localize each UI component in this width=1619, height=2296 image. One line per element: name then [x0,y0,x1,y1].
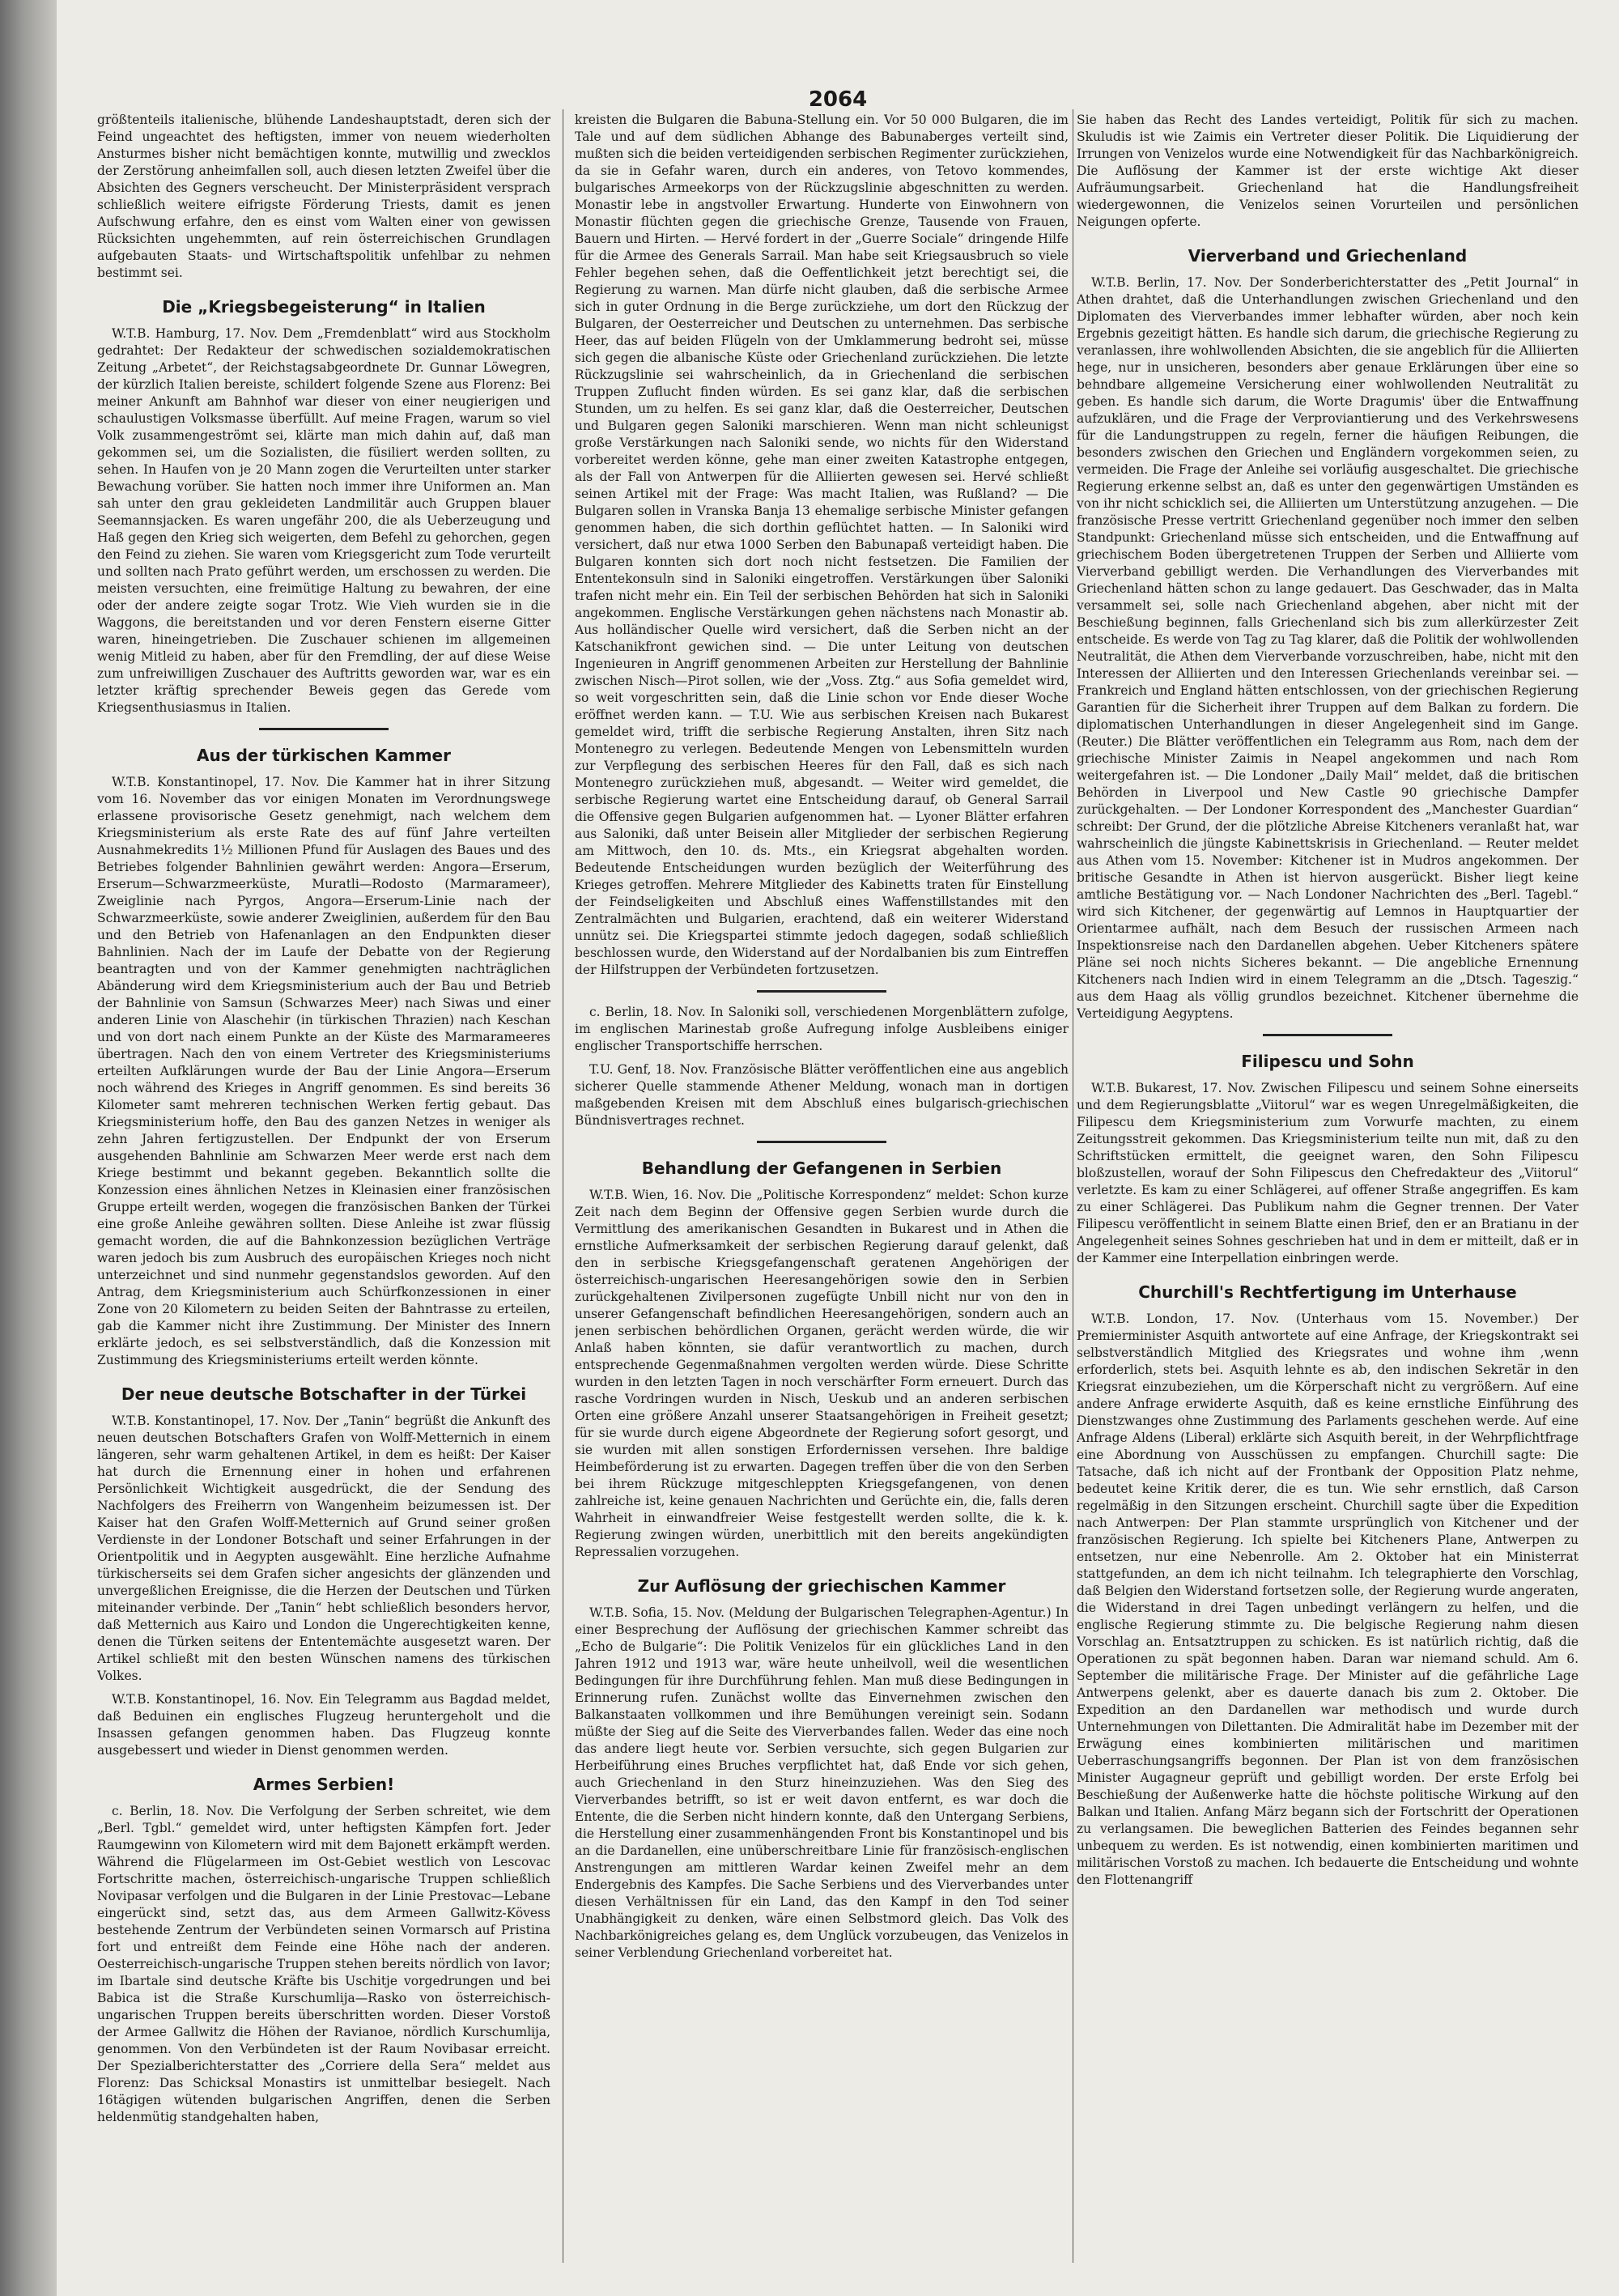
column-3 [1077,112,1579,2257]
article-flugzeug-bagdad: W.T.B. Konstantinopel, 16. Nov. Ein Telegramm aus Bagdad meldet, daß Beduinen ein englisches Flugzeug heruntergeholt und die Insassen gefangen genommen haben. Das Flugzeug konnte ausgebessert und wieder in Dienst genommen werden. [97,1692,550,1758]
separator-rule [757,990,886,993]
column-2 [575,112,1069,2257]
article-genf: T.U. Genf, 18. Nov. Französische Blätter veröffentlichen eine aus angeblich sicherer Quelle stammende Athener Meldung, wonach man in dortigen maßgebenden Kreisen mit dem Abschluß eines bulgarisch-griechischen Bündnisvertrages rechnet. [575,1062,1069,1128]
article-deutscher-botschafter: W.T.B. Konstantinopel, 17. Nov. Der „Tanin“ begrüßt die Ankunft des neuen deutschen Botschafters Grafen von Wolff-Metternich in einem längeren, sehr warm gehaltenen Artikel, in dem es heißt: Der Kaiser hat durch die Ernennung einer in hohen und erfahrenen Persönlichkeit Wichtigkeit ausgedrückt, die der Sendung des Nachfolgers des Freiherrn von Wangenheim beizumessen ist. Der Kaiser hat den Grafen Wolff-Metternich auf Grund seiner großen Verdienste in der Londoner Botschaft und seiner Erfahrungen in der Orientpolitik und in Aegypten ausgewählt. Eine herzliche Aufnahme türkischerseits sei dem Grafen sicher angesichts der glänzenden und unvergeßlichen Ereignisse, die die Herzen der Deutschen und Türken miteinander verbinde. Der „Tanin“ hebt schließlich besonders hervor, daß Metternich aus Kairo und London die Ungerechtigkeiten kenne, denen die Türken seitens der Ententemächte ausgesetzt waren. Der Artikel schließt mit den besten Wünschen namens des türkischen Volkes. [97,1414,550,1683]
article-armes-serbien: c. Berlin, 18. Nov. Die Verfolgung der Serben schreitet, wie dem „Berl. Tgbl.“ gemeldet wird, unter heftigsten Kämpfen fort. Jeder Raumgewinn von Kilometern wird mit dem Bajonett erkämpft werden. Während die Flügelarmeen im Ost-Gebiet westlich von Lescovac Fortschritte machen, österreichisch-ungarische Truppen schließlich Novipasar verfolgen und die Bulgaren in der Linie Prestovac—Lebane eingerückt sind, setzt das, aus dem Armeen Gallwitz-Kövess bestehende Zentrum der Verbündeten seinen Vormarsch auf Pristina fort und entreißt dem Feinde eine Höhe nach der anderen. Oesterreichisch-ungarische Truppen stehen bereits nördlich von Iavor; im Ibartale sind deutsche Kräfte bis Uschitje vorgedrungen und bei Babica ist die Straße Kurschumlija—Rasko von österreichisch-ungarischen Truppen bereits überschritten worden. Dieser Vorstoß der Armee Gallwitz die Höhen der Ravianoe, nördlich Kurschumlija, genommen. Von den Verbündeten ist der Raum Novibasar erreicht. Der Spezialberichterstatter des „Corriere della Sera“ meldet aus Florenz: Das Schicksal Monastirs ist unmittelbar besiegelt. Nach 16tägigen wütenden bulgarischen Angriffen, denen die Serben heldenmütig standgehalten haben, [97,1804,550,2124]
headline-deutscher-botschafter: Der neue deutsche Botschafter in der Türkei [121,1384,527,1404]
article-filipescu: W.T.B. Bukarest, 17. Nov. Zwischen Filipescu und seinem Sohne einerseits und dem Regierungsblatte „Viitorul“ war es wegen Unregelmäßigkeiten, die Filipescu dem Kriegsministerium zum Vorwurfe machten, zu einem Zeitungsstreit gekommen. Das Kriegsministerium teilte nun mit, daß zu den Schriftstücken ermittelt, die geeignet waren, den Sohn Filipescu bloßzustellen, worauf der Sohn Filipescus den Chefredakteur des „Viitorul“ verletzte. Es kam zu einer Schlägerei, auf offener Straße angegriffen. Es kam zu einer Schlägerei. Das Publikum nahm die Gegner trennen. Der Vater Filipescu veröffentlicht in seinem Blatte einen Brief, den er an Bratianu in der Angelegenheit seines Sohnes geschrieben hat und in dem er mitteilt, daß er in der Kammer eine Interpellation einbringen werde. [1077,1081,1579,1265]
page-number: 2064 [808,87,868,112]
article-churchill: W.T.B. London, 17. Nov. (Unterhaus vom 15. November.) Der Premierminister Asquith antwortete auf eine Anfrage, der Kriegskontrakt sei selbstverständlich Mitglied des Kriegsrates und wohne ihm ,wenn erforderlich, stets bei. Asquith lehnte es ab, den indischen Sekretär in den Kriegsrat einzubeziehen, um die Körperschaft nicht zu vergrößern. Auf eine andere Anfrage erwiderte Asquith, daß es keine ernstliche Einführung des Dienstzwanges ohne Zustimmung des Parlaments geschehen werde. Auf eine Anfrage Aldens (Liberal) erklärte sich Asquith bereit, in der Wehrpflichtfrage eine Abordnung von Ausschüssen zu empfangen. Churchill sagte: Die Tatsache, daß ich nicht auf der Frontbank der Opposition Platz nehme, bedeutet keine Kritik derer, die es tun. Wie sehr ernstlich, daß Carson regelmäßig in den Sitzungen erscheint. Churchill sagte über die Expedition nach Antwerpen: Der Plan stammte ursprünglich von Kitchener und der französischen Regierung. Ich spielte bei Kitcheners Plane, Antwerpen zu entsetzen, nur eine Nebenrolle. Am 2. Oktober hat ein Ministerrat stattgefunden, an dem ich nicht teilnahm. Ich telegraphierte den Vorschlag, daß Belgien den Widerstand fortsetzen solle, der Regierung wurde angeraten, die Widerstand in drei Tagen unbedingt verlängern zu helfen, und die englische Regierung stimmte zu. Die belgische Regierung nahm diesen Vorschlag an. Entsatztruppen zu schicken. Es ist natürlich richtig, daß die Operationen zu spät begonnen haben. Daran war niemand schuld. Am 6. September die militärische Frage. Der Minister auf die gefährliche Lage Antwerpens gelenkt, aber es dauerte danach bis zum 2. Oktober. Die Expedition an den Dardanellen war methodisch und wurde durch Unternehmungen von Dilettanten. Die Admiralität habe im Dezember mit der Erwägung eines kombinierten militärischen und maritimen Ueberraschungsangriffs begonnen. Der Plan ist von dem französischen Minister Augagneur geprüft und gebilligt worden. Der erste Erfolg bei Beschießung der Außenwerke hatte die höchste politische Wirkung auf den Balkan und Italien. Anfang März begann sich der Fortschritt der Operationen zu verlangsamen. Die beweglichen Batterien des Feindes begannen sehr unbequem zu werden. Es ist notwendig, einen kombinierten maritimen und militärischen Vorstoß zu machen. Ich bedauerte die Entscheidung und wohnte den Flottenangriff [1077,1312,1579,1887]
article-kriegsbegeisterung: W.T.B. Hamburg, 17. Nov. Dem „Fremdenblatt“ wird aus Stockholm gedrahtet: Der Redakteur der schwedischen sozialdemokratischen Zeitung „Arbetet“, der Reichstagsabgeordnete Dr. Gunnar Löwegren, der kürzlich Italien bereiste, schildert folgende Szene aus Florenz: Bei meiner Ankunft am Bahnhof war dieser von einer neugierigen und schaulustigen Volksmasse überfüllt. Auf meine Fragen, warum so viel Volk zusammengeströmt sei, klärte man mich dahin auf, daß man gekommen sei, um die Sozialisten, die füsiliert werden sollten, zu sehen. In Haufen von je 20 Mann zogen die Verurteilten unter starker Bewachung vorüber. Sie hatten noch immer ihre Uniformen an. Man sah unter den grau gekleideten Landmilitär auch Gruppen blauer Seemannsjacken. Es waren ungefähr 200, die als Ueberzeugung und Haß gegen den Krieg sich weigerten, dem Befehl zu gehorchen, gegen den Feind zu ziehen. Sie waren vom Kriegsgericht zum Tode verurteilt und sollten nach Prato geführt werden, um erschossen zu werden. Die meisten versuchten, eine freimütige Haltung zu bewahren, der eine oder der andere zeigte sogar Trotz. Wie Vieh wurden sie in die Waggons, die bereitstanden und vor deren Fenstern eiserne Gitter waren, hineingetrieben. Die Zuschauer schienen im allgemeinen wenig Mitleid zu haben, aber für den Fremdling, der auf diese Weise zum unfreiwilligen Zuschauer des Auftritts geworden war, war es ein letzter kräftig sprechender Beweis gegen das Gerede vom Kriegsenthusiasmus in Italien. [97,326,550,715]
headline-vierverband-griechenland: Vierverband und Griechenland [1188,246,1468,266]
column-1 [97,112,550,2257]
article-griechische-kammer: W.T.B. Sofia, 15. Nov. (Meldung der Bulgarischen Telegraphen-Agentur.) In einer Besprechung der Auflösung der griechischen Kammer schreibt das „Echo de Bulgarie“: Die Politik Venizelos für ein glückliches Land in den Jahren 1912 und 1913 war, wäre heute unheilvoll, weil die wesentlichen Bedingungen für ihre Durchführung fehlen. Man muß diese Bedingungen in Erinnerung rufen. Zunächst wollte das Einvernehmen zwischen den Balkanstaaten vollkommen und ihre Bemühungen vereinigt sein. Sodann müßte der Sieg auf die Seite des Vierverbandes fallen. Weder das eine noch das andere liegt heute vor. Serbien versuchte, sich gegen Bulgarien zur Herbeiführung eines Bruches verpflichtet hat, daß Ende vor sich gehen, auch Griechenland in den Sturz hineinzuziehen. Was den Sieg des Vierverbandes betrifft, so ist er weit davon entfernt, es war doch die Entente, die die Serben nicht hindern konnte, daß den Untergang Serbiens, die Herstellung einer zusammenhängenden Front bis Konstantinopel und bis an die Dardanellen, eine unüberschreitbare Linie für französisch-englischen Anstrengungen am mittleren Wardar keinen Zweifel mehr an dem Endergebnis des Kampfes. Die Sache Serbiens und des Vierverbandes unter diesen Verhältnissen für ein Land, das den Kampf in den Tod seiner Unabhängigkeit zu denken, wäre einen Selbstmord gleich. Das Volk des Nachbarkönigreiches gelang es, dem Unglück vorzubeugen, das Venizelos in seiner Verblendung Griechenland vorbereitet hat. [575,1605,1069,1960]
headline-armes-serbien: Armes Serbien! [253,1775,395,1794]
headline-tuerkische-kammer: Aus der türkischen Kammer [197,746,451,765]
article-vierverband-griechenland: W.T.B. Berlin, 17. Nov. Der Sonderberichterstatter des „Petit Journal“ in Athen drahtet, daß die Unterhandlungen zwischen Griechenland und den Diplomaten des Vierverbandes immer lebhafter würden, aber noch kein Ergebnis gezeitigt hätten. Es handle sich darum, die griechische Regierung zu veranlassen, ihre wohlwollenden Absichten, die sie angeblich für die Alliierten hege, nur in unsicheren, besonders aber genaue Erklärungen über eine so behndbare allgemeine Versicherung einer wohlwollenden Neutralität zu geben. Es handle sich darum, die Worte Dragumis' über die Entwaffnung aufzuklären, und die Frage der Verproviantierung und des Verkehrswesens für die Landungstruppen zu regeln, ferner die häufigen Reibungen, die besonders zwischen den Griechen und Engländern vorgekommen seien, zu vermeiden. Die Frage der Anleihe sei vorläufig ausgeschaltet. Die griechische Regierung erkenne selbst an, daß es unter den gegenwärtigen Umständen es von ihr nicht schicklich sei, die Alliierten um Unterstützung anzugehen. — Die französische Presse vertritt Griechenland gegenüber noch immer den selben Standpunkt: Griechenland müsse sich entscheiden, und die Entwaffnung auf griechischem Boden übergetretenen Truppen der Serben und Alliierte vom Vierverband gebilligt werden. Die Verhandlungen des Vierverbandes mit Griechenland hätten schon zu lange gedauert. Das Geschwader, das in Malta versammelt sei, solle nach Griechenland abgehen, aber nicht mit der Beschießung beginnen, falls Griechenland sich bis zum allerkürzester Zeit entscheide. Es werde von Tag zu Tag klarer, daß die Politik der wohlwollenden Neutralität, die Athen dem Vierverbande vorzuschreiben, habe, nicht mit den Interessen der Alliierten und den Interessen Griechenlands vereinbar sei. — Frankreich und England hätten entschlossen, von der griechischen Regierung Garantien für die Sicherheit ihrer Truppen auf dem Balkan zu fordern. Die diplomatischen Unterhandlungen in dieser Angelegenheit sind im Gange. (Reuter.) Die Blätter veröffentlichen ein Telegramm aus Rom, nach dem der griechische Minister Zaimis in Neapel angekommen und nach Rom weitergefahren ist. — Die Londoner „Daily Mail“ meldet, daß die britischen Behörden in Liverpool und New Castle 90 griechische Dampfer zurückgehalten. — Der Londoner Korrespondent des „Manchester Guardian“ schreibt: Der Grund, der die plötzliche Abreise Kitcheners veranlaßt hat, war wahrscheinlich die jüngste Kabinettskrisis in Griechenland. — Reuter meldet aus Athen vom 15. November: Kitchener ist in Mudros angekommen. Der britische Gesandte in Athen ist hiervon ausgerückt. Bisher liegt keine amtliche Bestätigung vor. — Nach Londoner Nachrichten des „Berl. Tagebl.“ wird sich Kitchener, der gegenwärtig auf Lemnos in Hauptquartier der Orientarmee aufhält, nach dem Besuch der russischen Armeen nach Inspektionsreise nach den Dardanellen abgehen. Ueber Kitcheners spätere Pläne sei noch nichts Sicheres bekannt. — Die angebliche Ernennung Kitcheners nach Indien wird in einem Telegramm an die „Dtsch. Tageszig.“ aus dem Haag als völlig grundlos bezeichnet. Kitchener übernehme die Verteidigung Aegyptens. [1077,275,1579,1021]
book-binding [0,0,57,2296]
article-continuation: Sie haben das Recht des Landes verteidigt, Politik für sich zu machen. Skuludis ist wie Zaimis ein Vertreter dieser Politik. Die Liquidierung der Irrungen von Venizelos wurde eine Notwendigkeit für das Nachbarkönigreich. Die Auflösung der Kammer ist der erste wichtige Akt dieser Aufräumungsarbeit. Griechenland hat die Handlungsfreiheit wiedergewonnen, die Venizelos seinen Vorurteilen und persönlichen Neigungen opferte. [1077,113,1579,229]
article-continuation: kreisten die Bulgaren die Babuna-Stellung ein. Vor 50 000 Bulgaren, die im Tale und auf dem südlichen Abhange des Babunaberges verteilt sind, mußten sich die beiden verteidigenden serbischen Regimenter zurückziehen, da sie in Gefahr waren, durch ein anderes, von Tetovo kommendes, bulgarisches Armeekorps von der Rückzugslinie abgeschnitten zu werden. Monastir lebe in angstvoller Erwartung. Hunderte von Einwohnern von Monastir flüchten gegen die griechische Grenze, Tausende von Frauen, Bauern und Hirten. — Hervé fordert in der „Guerre Sociale“ dringende Hilfe für die Armee des Generals Sarrail. Man habe seit Kriegsausbruch so viele Fehler begehen sehen, daß die Oeffentlichkeit jetzt berechtigt sei, die Regierung zu warnen. Man dürfe nicht glauben, daß die serbische Armee sich in guter Ordnung in die Berge zurückziehe, um dort den Rückzug der Bulgaren, der Oesterreicher und Deutschen zu unternehmen. Das serbische Heer, das auf beiden Flügeln von der Umklammerung bedroht sei, müsse sich gegen die albanische Küste oder Griechenland zurückziehen. Die letzte Rückzugslinie sei wahrscheinlich, da in Griechenland die serbischen Truppen Zuflucht finden würden. Es sei ganz klar, daß die serbischen Stunden, um zu helfen. Es sei ganz klar, daß die Oesterreicher, Deutschen und Bulgaren gegen Saloniki marschieren. Wenn man nicht schleunigst große Verstärkungen nach Saloniki sende, wo nichts für den Widerstand vorbereitet werden könne, gehe man einer zweiten Katastrophe entgegen, als der Fall von Antwerpen für die Alliierten gewesen sei. Hervé schließt seinen Artikel mit der Frage: Was macht Italien, was Rußland? — Die Bulgaren sollen in Vranska Banja 13 ehemalige serbische Minister gefangen genommen haben, die sich dorthin geflüchtet hatten. — In Saloniki wird versichert, daß nur etwa 1000 Serben den Babunapaß verteidigt haben. Die Bulgaren konnten sich dort noch nicht festsetzen. Die Familien der Ententekonsuln sind in Saloniki eingetroffen. Verstärkungen über Saloniki trafen nicht mehr ein. Ein Teil der serbischen Behörden hat sich in Saloniki angekommen. Englische Verstärkungen gehen nächstens nach Monastir ab. Aus holländischer Quelle wird versichert, daß die Serben nicht an der Katschanikfront gewichen sind. — Die unter Leitung von deutschen Ingenieuren in Angriff genommenen Arbeiten zur Herstellung der Bahnlinie zwischen Nisch—Pirot sollen, wie der „Voss. Ztg.“ aus Sofia gemeldet wird, so weit vorgeschritten sein, daß die Linie schon vor Ende dieser Woche eröffnet werden kann. — T.U. Wie aus serbischen Kreisen nach Bukarest gemeldet wird, trifft die serbische Regierung Anstalten, ihren Sitz nach Montenegro zu verlegen. Bedeutende Mengen von Lebensmitteln wurden zur Verpflegung des serbischen Heeres für den Fall, daß es sich nach Montenegro zurückziehen muß, abgesandt. — Weiter wird gemeldet, die serbische Regierung wartet eine Entscheidung darauf, ob General Sarrail die Offensive gegen Bulgarien aufgenommen hat. — Lyoner Blätter erfahren aus Saloniki, daß unter Beisein aller Mitglieder der serbischen Regierung am Mittwoch, den 10. ds. Mts., ein Kriegsrat abgehalten worden. Bedeutende Entscheidungen wurden bezüglich der Weiterführung des Krieges getroffen. Mehrere Mitglieder des Kabinetts traten für Einstellung der Feindseligkeiten und Abschluß eines Waffenstillstandes mit den Zentralmächten und Bulgarien, erachtend, daß ein weiterer Widerstand unnütz sei. Die Kriegspartei stimmte jedoch dagegen, sodaß schließlich beschlossen wurde, den Widerstand auf der Nordalbanien bis zum Eintreffen der Hilfstruppen der Verbündeten fortzusetzen. [575,113,1069,977]
separator-rule [259,728,389,730]
newspaper-page [57,0,1619,2296]
headline-churchill: Churchill's Rechtfertigung im Unterhause [1138,1282,1517,1302]
headline-gefangene-serbien: Behandlung der Gefangenen in Serbien [641,1159,1002,1178]
headline-griechische-kammer: Zur Auflösung der griechischen Kammer [637,1576,1006,1596]
article-saloniki: c. Berlin, 18. Nov. In Saloniki soll, verschiedenen Morgenblättern zufolge, im englischen Marinestab große Aufregung infolge Ausbleibens einiger englischer Transportschiffe herrschen. [575,1005,1069,1053]
headline-filipescu: Filipescu und Sohn [1241,1052,1414,1071]
separator-rule [757,1141,886,1143]
headline-kriegsbegeisterung: Die „Kriegsbegeisterung“ in Italien [162,297,486,317]
separator-rule [1263,1034,1392,1036]
article-continuation: größtenteils italienische, blühende Landeshauptstadt, deren sich der Feind ungeachtet des heftigsten, immer von neuem wiederholten Ansturmes bisher nicht bemächtigen konnte, mutwillig und zwecklos der Zerstörung anheimfallen soll, auch diesen letzten Zweifel über die Absichten des Gegners verscheucht. Der Ministerpräsident versprach schließlich weitere eifrigste Förderung Triests, damit es jenen Aufschwung erfahre, den es einst vom Walten einer von gewissen Rücksichten ungehemmten, auf rein österreichischen Grundlagen aufgebauten Staats- und Wirtschaftspolitik unfehlbar zu nehmen bestimmt sei. [97,113,550,280]
article-gefangene-serbien: W.T.B. Wien, 16. Nov. Die „Politische Korrespondenz“ meldet: Schon kurze Zeit nach dem Beginn der Offensive gegen Serbien wurde durch die Vermittlung des amerikanischen Gesandten in Bukarest und in Athen die ernstliche Aufmerksamkeit der serbischen Regierung darauf gelenkt, daß den in serbische Kriegsgefangenschaft geratenen Angehörigen der österreichisch-ungarischen Heeresangehörigen sowie den in Serbien zurückgehaltenen Zivilpersonen zugefügte Unbill nicht nur von den in unserer Gefangenschaft befindlichen Heeresangehörigen, sondern auch an jenen serbischen behördlichen Organen, gerächt werden würde, die wir Anlaß haben könnten, sie dafür verantwortlich zu machen, durch entsprechende Gegenmaßnahmen vergolten werden würde. Diese Schritte wurden in den letzten Tagen in noch verschärfter Form erneuert. Durch das rasche Vordringen wurden in Nisch, Ueskub und an anderen serbischen Orten eine größere Anzahl unserer Staatsangehörigen in Freiheit gesetzt; für sie wurde durch eigene Abgeordnete der Regierung sofort gesorgt, und sie wurden mit allen sonstigen Erfordernissen versehen. Ihre baldige Heimbeförderung ist zu erwarten. Dagegen treffen über die von den Serben bei ihrem Rückzuge mitgeschleppten Kriegsgefangenen, von denen zahlreiche ist, keine genauen Nachrichten und Gerüchte ein, die, falls deren Wahrheit in einwandfreier Weise festgestellt werden sollte, die k. k. Regierung zwingen würden, unerbittlich mit den bereits angekündigten Repressalien vorzugehen. [575,1188,1069,1559]
article-tuerkische-kammer: W.T.B. Konstantinopel, 17. Nov. Die Kammer hat in ihrer Sitzung vom 16. November das vor einigen Monaten im Verordnungswege erlassene provisorische Gesetz genehmigt, nach welchem dem Kriegsministerium als erste Rate des auf fünf Jahre verteilten Ausnahmekredits 1½ Millionen Pfund für Auslagen des Baues und des Betriebes folgender Bahnlinien gewährt werden: Angora—Erserum, Erserum—Schwarzmeerküste, Muratli—Rodosto (Marmarameer), Zweiglinie nach Pyrgos, Angora—Erserum-Linie nach der Schwarzmeerküste, sowie anderer Zweiglinien, außerdem für den Bau und den Betrieb von Hafenanlagen an den Endpunkten dieser Bahnlinien. Nach der im Laufe der Debatte von der Regierung beantragten und von der Kammer genehmigten nachträglichen Abänderung wird dem Kriegsministerium auch der Bau und Betrieb der Bahnlinie von Samsun (Schwarzes Meer) nach Siwas und einer anderen Linie von Alaschehir (in türkischen Thrazien) nach Keschan und von dort nach einem Punkte an der Küste des Marmarameeres übertragen. Nach den von einem Vertreter des Kriegsministeriums erteilten Aufklärungen wurde der Bau der Linie Angora—Erserum noch während des Krieges in Angriff genommen. Es sind bereits 36 Kilometer samt mehreren technischen Werken fertig gebaut. Das Kriegsministerium hoffe, den Bau des ganzen Netzes in weniger als zehn Jahren fertigzustellen. Der Endpunkt der von Erserum ausgehenden Bahnlinie am Schwarzen Meer werde erst nach dem Kriege bestimmt und bekannt gegeben. Bekanntlich sollte die Konzession eines ähnlichen Netzes in Kleinasien einer französischen Gruppe erteilt werden, wogegen die französischen Banken der Türkei eine große Anleihe gewähren sollten. Diese Anleihe ist zwar flüssig gemacht worden, die auf die Bahnkonzession bezüglichen Verträge waren jedoch bis zum Ausbruch des europäischen Krieges noch nicht unterzeichnet und sind nunmehr gegenstandslos geworden. Auf den Antrag, dem Kriegsministerium auch Schürfkonzessionen in einer Zone von 20 Kilometern zu beiden Seiten der Bahntrasse zu erteilen, gab die Kammer nicht ihre Zustimmung. Der Minister des Innern erklärte jedoch, es sei selbstverständlich, daß die Konzession mit Zustimmung des Kriegsministeriums erteilt werden könnte. [97,775,550,1367]
